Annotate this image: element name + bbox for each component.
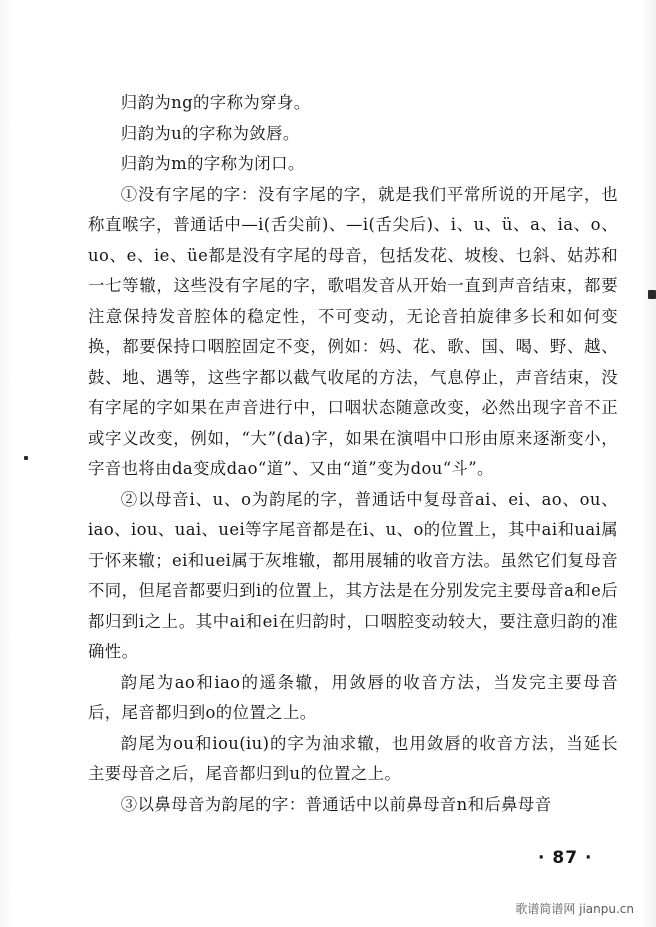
paragraph: 韵尾为ou和iou(iu)的字为油求辙，也用敛唇的收音方法，当延长主要母音之后，尾音都归到u的位置之上。 <box>88 733 618 783</box>
paragraph: 韵尾为ao和iao的遥条辙，用敛唇的收音方法，当发完主要母音后，尾音都归到o的位置之上。 <box>88 672 618 722</box>
scan-mark <box>24 456 28 460</box>
paragraph: 归韵为ng的字称为穿身。 <box>120 93 311 112</box>
paragraph: 归韵为u的字称为敛唇。 <box>120 123 300 143</box>
paragraph: ②以母音i、u、o为韵尾的字，普通话中复母音ai、ei、ao、ou、iao、iou、uai、uei等字尾音都是在i、u、o的位置上，其中ai和uai属于怀来辙；ei和uei属于灰堆辙，都用展辅的收音方法。虽然它们复母音不同，但尾音都要归到i的位置上，其方法是在分别发完主要母音a和e后都归到i之上。其中ai和ei在归韵时，口咽腔变动较大，要注意归韵的准确性。 <box>88 489 618 661</box>
body-text <box>88 88 618 820</box>
scan-mark <box>648 290 656 299</box>
paragraph: ①没有字尾的字：没有字尾的字，就是我们平常所说的开尾字，也称直喉字，普通话中—i(舌尖前)、—i(舌尖后)、i、u、ü、a、ia、o、uo、e、ie、üe都是没有字尾的母音，包括发花、坡梭、乜斜、姑苏和一七等辙，这些没有字尾的字，歌唱发音从开始一直到声音结束，都要注意保持发音腔体的稳定性，不可变动，无论音拍旋律多长和如何变换，都要保持口咽腔固定不变，例如：妈、花、歌、国、喝、野、越、鼓、地、遇等，这些字都以截气收尾的方法，气息停止，声音结束，没有字尾的字如果在声音进行中，口咽状态随意改变，必然出现字音不正或字义改变，例如，“大”(da)字，如果在演唱中口形由原来逐渐变小，字音也将由da变成dao“道”、又由“道”变为dou“斗”。 <box>88 184 618 478</box>
watermark: 歌谱简谱网 jianpu.cn <box>515 902 634 916</box>
page-number: · 87 · <box>538 848 593 868</box>
paragraph: ③以鼻母音为韵尾的字：普通话中以前鼻母音n和后鼻母音 <box>120 794 552 814</box>
paragraph: 归韵为m的字称为闭口。 <box>120 154 305 173</box>
